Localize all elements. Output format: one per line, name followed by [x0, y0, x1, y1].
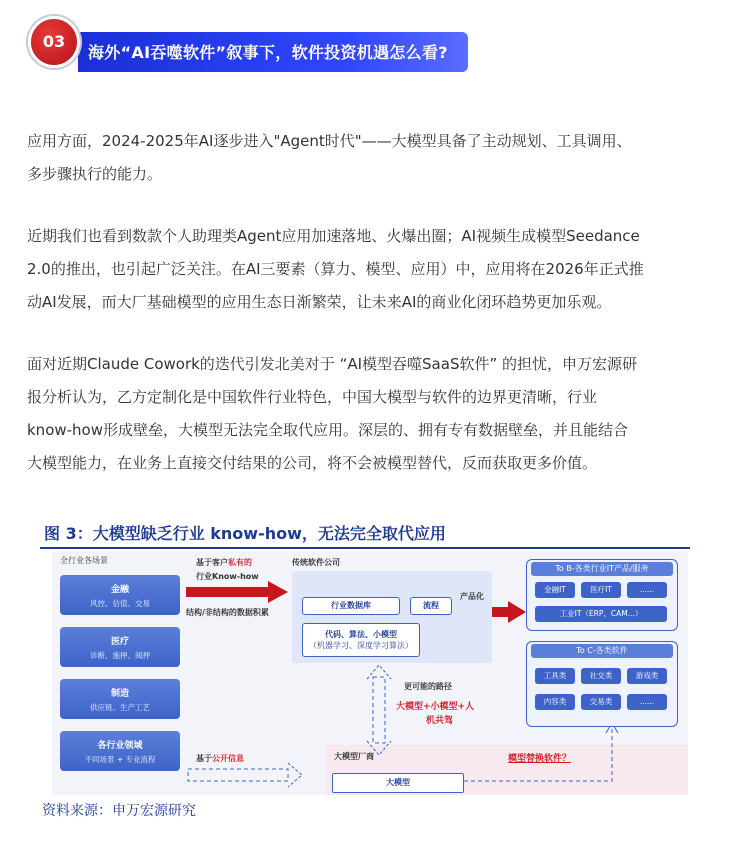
private-label-a: 基于客户 — [196, 558, 228, 567]
chip: 游戏类 — [627, 668, 667, 684]
path-double-arrow — [373, 677, 385, 743]
hybrid-line-1: 大模型+小模型+人 — [396, 702, 475, 712]
scenario-sub: 诊断、施押、阅押 — [90, 651, 150, 660]
to-b-panel — [526, 559, 678, 631]
paragraph-2 — [27, 220, 707, 319]
scenarios-label: 全行业各场景 — [60, 556, 108, 565]
paragraph-line: 近期我们也看到数款个人助理类Agent应用加速落地、火爆出圈；AI视频生成模型Seedance — [27, 227, 640, 245]
paragraph-line: 应用方面，2024-2025年AI逐步进入"Agent时代"——大模型具备了主动规划、工具调用、 — [27, 132, 632, 150]
private-arrow-shaft — [186, 587, 268, 597]
chip: ...... — [627, 694, 667, 710]
productize-arrow-head — [508, 601, 526, 623]
private-arrow-head — [268, 581, 288, 603]
paragraph-line: 2.0的推出，也引起广泛关注。在AI三要素（算力、模型、应用）中，应用将在2026年正式推 — [27, 260, 644, 278]
paragraph-line: 大模型能力，在业务上直接交付结果的公司，将不会被模型替代，反而获取更多价值。 — [27, 454, 598, 472]
figure-title: 图 3：大模型缺乏行业 know-how，无法完全取代应用 — [44, 524, 446, 543]
possible-path-label: 更可能的路径 — [404, 682, 452, 691]
industry-db-box: 行业数据库 — [302, 597, 400, 615]
section-number-badge: 03 — [28, 16, 80, 68]
replace-question: 模型替换软件？ — [508, 754, 572, 764]
scenario-sub: 供应链、生产工艺 — [90, 703, 150, 712]
public-label — [196, 753, 244, 764]
paragraph-line: 多步骤执行的能力。 — [27, 165, 163, 183]
know-how-label: 行业Know-how — [196, 572, 259, 581]
figure-title-rule — [40, 547, 690, 549]
chip: 社交类 — [581, 668, 621, 684]
scenario-title: 医疗 — [110, 637, 129, 647]
data-accum-label: 结构/非结构的数据积累 — [186, 608, 269, 617]
private-label — [196, 557, 252, 568]
scenario-title: 制造 — [110, 689, 129, 699]
paragraph-line: 报分析认为，乙方定制化是中国软件行业特色，中国大模型与软件的边界更清晰，行业 — [27, 388, 598, 406]
algo-box — [302, 623, 420, 657]
chip: 工业IT（ERP、CAM...） — [535, 606, 667, 622]
chip: 工具类 — [535, 668, 575, 684]
hybrid-line-2: 机共驾 — [426, 716, 454, 726]
to-b-head: To B-各类行业IT产品/服务 — [531, 562, 673, 576]
algo-line-2: （机器学习、深度学习算法） — [309, 641, 413, 650]
traditional-panel — [292, 571, 492, 663]
diagram-canvas — [52, 551, 688, 795]
figure-3 — [40, 515, 690, 825]
to-c-head: To C-各类软件 — [531, 644, 673, 658]
scenario-sub: 不同场景 + 专业流程 — [84, 755, 156, 764]
model-vendor-label: 大模型厂商 — [334, 752, 374, 761]
section-title: 海外“AI吞噬软件”叙事下，软件投资机遇怎么看? — [88, 43, 448, 62]
path-arrow-up — [367, 665, 391, 679]
traditional-label: 传统软件公司 — [292, 558, 340, 567]
figure-source: 资料来源：申万宏源研究 — [42, 803, 196, 819]
public-arrow-head — [288, 763, 302, 787]
private-label-b: 私有的 — [228, 558, 252, 567]
paragraph-3 — [27, 348, 707, 480]
paragraph-line: know-how形成壁垒，大模型无法完全取代应用。深层的、拥有专有数据壁垒，并且能结合 — [27, 421, 629, 439]
public-arrow — [188, 769, 288, 781]
paragraph-1 — [27, 125, 707, 191]
chip: 内容类 — [535, 694, 575, 710]
big-model-box: 大模型 — [332, 773, 464, 793]
section-header — [28, 12, 468, 72]
paragraph-line: 动AI发展，而大厂基础模型的应用生态日渐繁荣，让未来AI的商业化闭环趋势更加乐观。 — [27, 293, 612, 311]
scenario-title: 各行业领域 — [97, 741, 143, 751]
chip: 交易类 — [581, 694, 621, 710]
algo-line-1: 代码、算法、小模型 — [325, 630, 397, 639]
productize-label: 产品化 — [460, 592, 484, 601]
chip: ...... — [627, 582, 667, 598]
chip: 金融IT — [535, 582, 575, 598]
scenario-title: 金融 — [110, 585, 129, 595]
section-title-bar — [78, 32, 468, 72]
to-c-panel — [526, 641, 678, 727]
scenario-sub: 风控、估值、交易 — [90, 599, 150, 608]
process-box: 流程 — [410, 597, 452, 615]
chip: 医疗IT — [581, 582, 621, 598]
public-label-a: 基于 — [196, 754, 212, 763]
public-label-b: 公开信息 — [212, 754, 244, 763]
paragraph-line: 面对近期Claude Cowork的迭代引发北美对于 “AI模型吞噬SaaS软件” 的担忧，申万宏源研 — [27, 355, 638, 373]
